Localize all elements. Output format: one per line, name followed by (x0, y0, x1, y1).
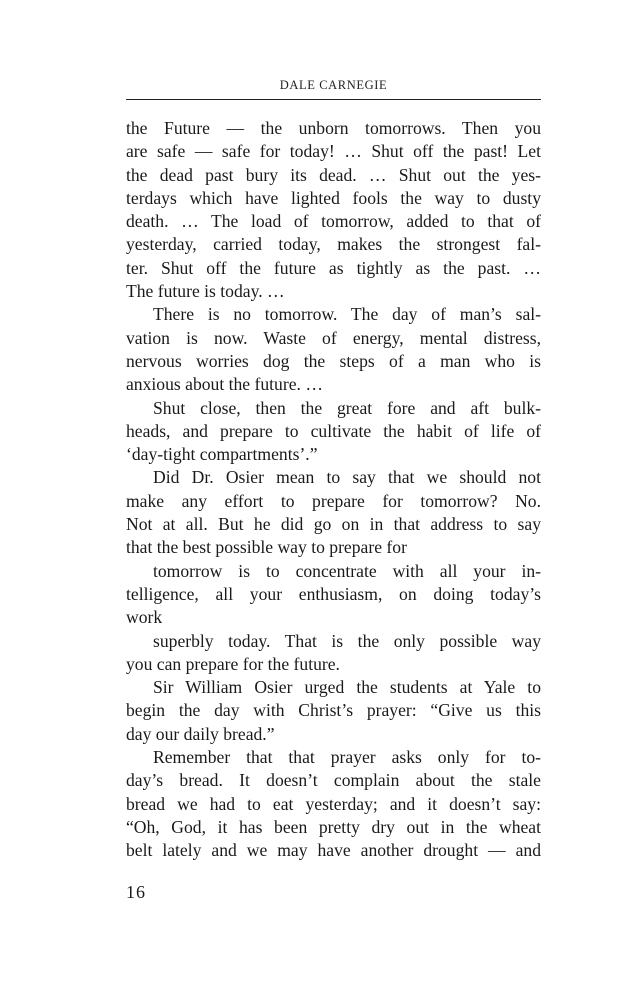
text-line: Shut close, then the great fore and aft bulk- (153, 397, 541, 418)
text-line: yesterday, carried today, makes the strongest fal- (126, 234, 541, 255)
text-line: ter. Shut off the future as tightly as the past. … (126, 257, 541, 278)
text-line: anxious about the future. … (126, 374, 323, 395)
text-line: telligence, all your enthusiasm, on doing today’s (126, 583, 541, 604)
text-line: belt lately and we may have another drought — and (126, 840, 541, 861)
text-line: tomorrow is to concentrate with all your in- (153, 560, 541, 581)
text-line: nervous worries dog the steps of a man who is (126, 350, 541, 371)
text-line: begin the day with Christ’s prayer: “Give us this (126, 700, 541, 721)
text-line: are safe — safe for today! … Shut off the past! Let (126, 141, 541, 162)
text-line: There is no tomorrow. The day of man’s sal- (153, 304, 541, 325)
text-line: the Future — the unborn tomorrows. Then you (126, 118, 541, 138)
running-head: DALE CARNEGIE (279, 78, 388, 92)
text-line: ‘day-tight compartments’.” (126, 444, 318, 465)
text-line: heads, and prepare to cultivate the habit of life of (126, 420, 541, 441)
text-line: the dead past bury its dead. … Shut out the yes- (126, 164, 541, 185)
header-rule (126, 99, 541, 100)
text-line: day’s bread. It doesn’t complain about the stale (126, 770, 541, 791)
text-line: death. … The load of tomorrow, added to that of (126, 211, 541, 232)
text-line: Sir William Osier urged the students at Yale to (153, 677, 541, 698)
text-line: superbly today. That is the only possible way (153, 630, 541, 651)
text-line: The future is today. … (126, 281, 285, 302)
text-line: bread we had to eat yesterday; and it doesn’t say: (126, 793, 541, 814)
text-line: work (126, 607, 163, 628)
text-line: vation is now. Waste of energy, mental distress, (126, 327, 541, 348)
text-line: make any effort to prepare for tomorrow? No. (126, 490, 541, 511)
text-line: terdays which have lighted fools the way to dusty (126, 187, 541, 208)
page-number: 16 (126, 882, 146, 902)
text-line: you can prepare for the future. (126, 653, 340, 674)
text-line: Did Dr. Osier mean to say that we should not (153, 467, 541, 488)
text-line: that the best possible way to prepare for (126, 537, 407, 558)
text-line: Not at all. But he did go on in that address to say (126, 514, 541, 535)
body-text (126, 117, 541, 863)
text-line: day our daily bread.” (126, 723, 275, 744)
text-line: “Oh, God, it has been pretty dry out in the wheat (126, 816, 541, 837)
text-line: Remember that that prayer asks only for to- (153, 747, 541, 768)
